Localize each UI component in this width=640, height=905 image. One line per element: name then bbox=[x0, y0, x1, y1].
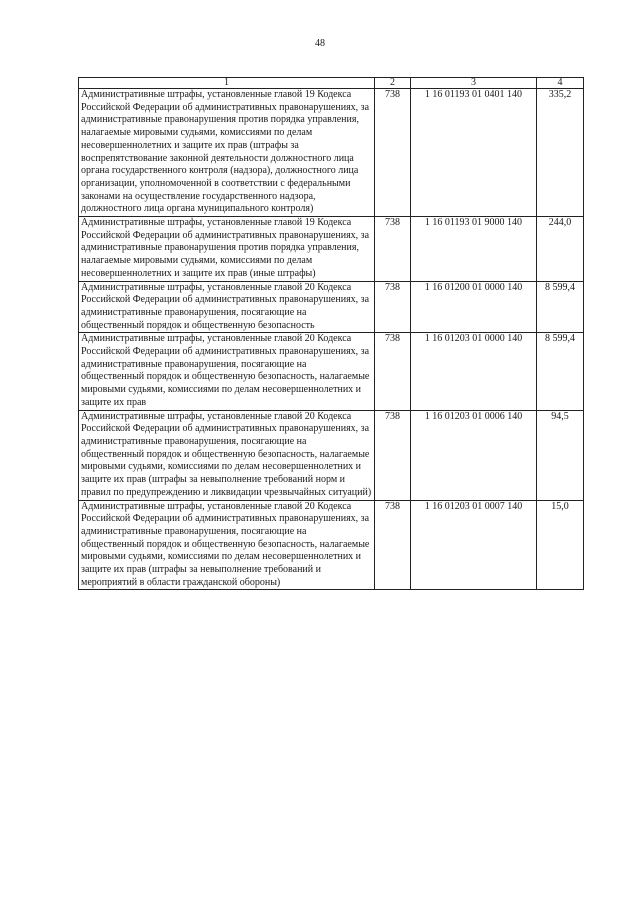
column-header-1: 1 bbox=[79, 78, 375, 89]
row-amount: 8 599,4 bbox=[537, 281, 584, 333]
row-budget-code: 1 16 01203 01 0000 140 bbox=[411, 333, 537, 410]
row-budget-code: 1 16 01203 01 0006 140 bbox=[411, 410, 537, 500]
table-header-row bbox=[79, 78, 584, 89]
row-budget-code: 1 16 01203 01 0007 140 bbox=[411, 500, 537, 590]
row-description: Административные штрафы, установленные главой 20 Кодекса Российской Федерации об административных правонарушениях, за административные правонарушения, посягающие на общественный порядок и общественную безопасность, налагаемые мировыми судьями, комиссиями по делам несовершеннолетних и защите их прав (штрафы за невыполнение требований норм и правил по предупреждению и ликвидации чрезвычайных ситуаций) bbox=[79, 410, 375, 500]
row-budget-code: 1 16 01193 01 0401 140 bbox=[411, 89, 537, 217]
row-budget-code: 1 16 01193 01 9000 140 bbox=[411, 217, 537, 282]
row-budget-code: 1 16 01200 01 0000 140 bbox=[411, 281, 537, 333]
column-header-4: 4 bbox=[537, 78, 584, 89]
page-number: 48 bbox=[315, 38, 325, 49]
table-row bbox=[79, 333, 584, 410]
row-amount: 8 599,4 bbox=[537, 333, 584, 410]
row-description: Административные штрафы, установленные главой 20 Кодекса Российской Федерации об административных правонарушениях, за административные правонарушения, посягающие на общественный порядок и общественную безопасность, налагаемые мировыми судьями, комиссиями по делам несовершеннолетних и защите их прав bbox=[79, 333, 375, 410]
row-admin-code: 738 bbox=[375, 281, 411, 333]
row-admin-code: 738 bbox=[375, 500, 411, 590]
row-admin-code: 738 bbox=[375, 410, 411, 500]
table-row bbox=[79, 500, 584, 590]
row-amount: 15,0 bbox=[537, 500, 584, 590]
row-description: Административные штрафы, установленные главой 19 Кодекса Российской Федерации об административных правонарушениях, за административные правонарушения против порядка управления, налагаемые мировыми судьями, комиссиями по делам несовершеннолетних и защите их прав (иные штрафы) bbox=[79, 217, 375, 282]
budget-revenue-table bbox=[78, 77, 584, 590]
table-row bbox=[79, 410, 584, 500]
row-admin-code: 738 bbox=[375, 217, 411, 282]
table-row bbox=[79, 89, 584, 217]
table-row bbox=[79, 281, 584, 333]
row-description: Административные штрафы, установленные главой 19 Кодекса Российской Федерации об административных правонарушениях, за административные правонарушения против порядка управления, налагаемые мировыми судьями, комиссиями по делам несовершеннолетних и защите их прав (штрафы за воспрепятствование законной деятельности должностного лица органа государственного контроля (надзора), должностного лица организации, уполномоченной в соответствии с федеральными законами на осуществление государственного надзора, должностного лица органа муниципального контроля) bbox=[79, 89, 375, 217]
row-description: Административные штрафы, установленные главой 20 Кодекса Российской Федерации об административных правонарушениях, за административные правонарушения, посягающие на общественный порядок и общественную безопасность, налагаемые мировыми судьями, комиссиями по делам несовершеннолетних и защите их прав (штрафы за невыполнение требований и мероприятий в области гражданской обороны) bbox=[79, 500, 375, 590]
row-amount: 244,0 bbox=[537, 217, 584, 282]
row-amount: 335,2 bbox=[537, 89, 584, 217]
column-header-3: 3 bbox=[411, 78, 537, 89]
row-admin-code: 738 bbox=[375, 89, 411, 217]
row-description: Административные штрафы, установленные главой 20 Кодекса Российской Федерации об административных правонарушениях, за административные правонарушения, посягающие на общественный порядок и общественную безопасность bbox=[79, 281, 375, 333]
row-admin-code: 738 bbox=[375, 333, 411, 410]
row-amount: 94,5 bbox=[537, 410, 584, 500]
table-row bbox=[79, 217, 584, 282]
column-header-2: 2 bbox=[375, 78, 411, 89]
